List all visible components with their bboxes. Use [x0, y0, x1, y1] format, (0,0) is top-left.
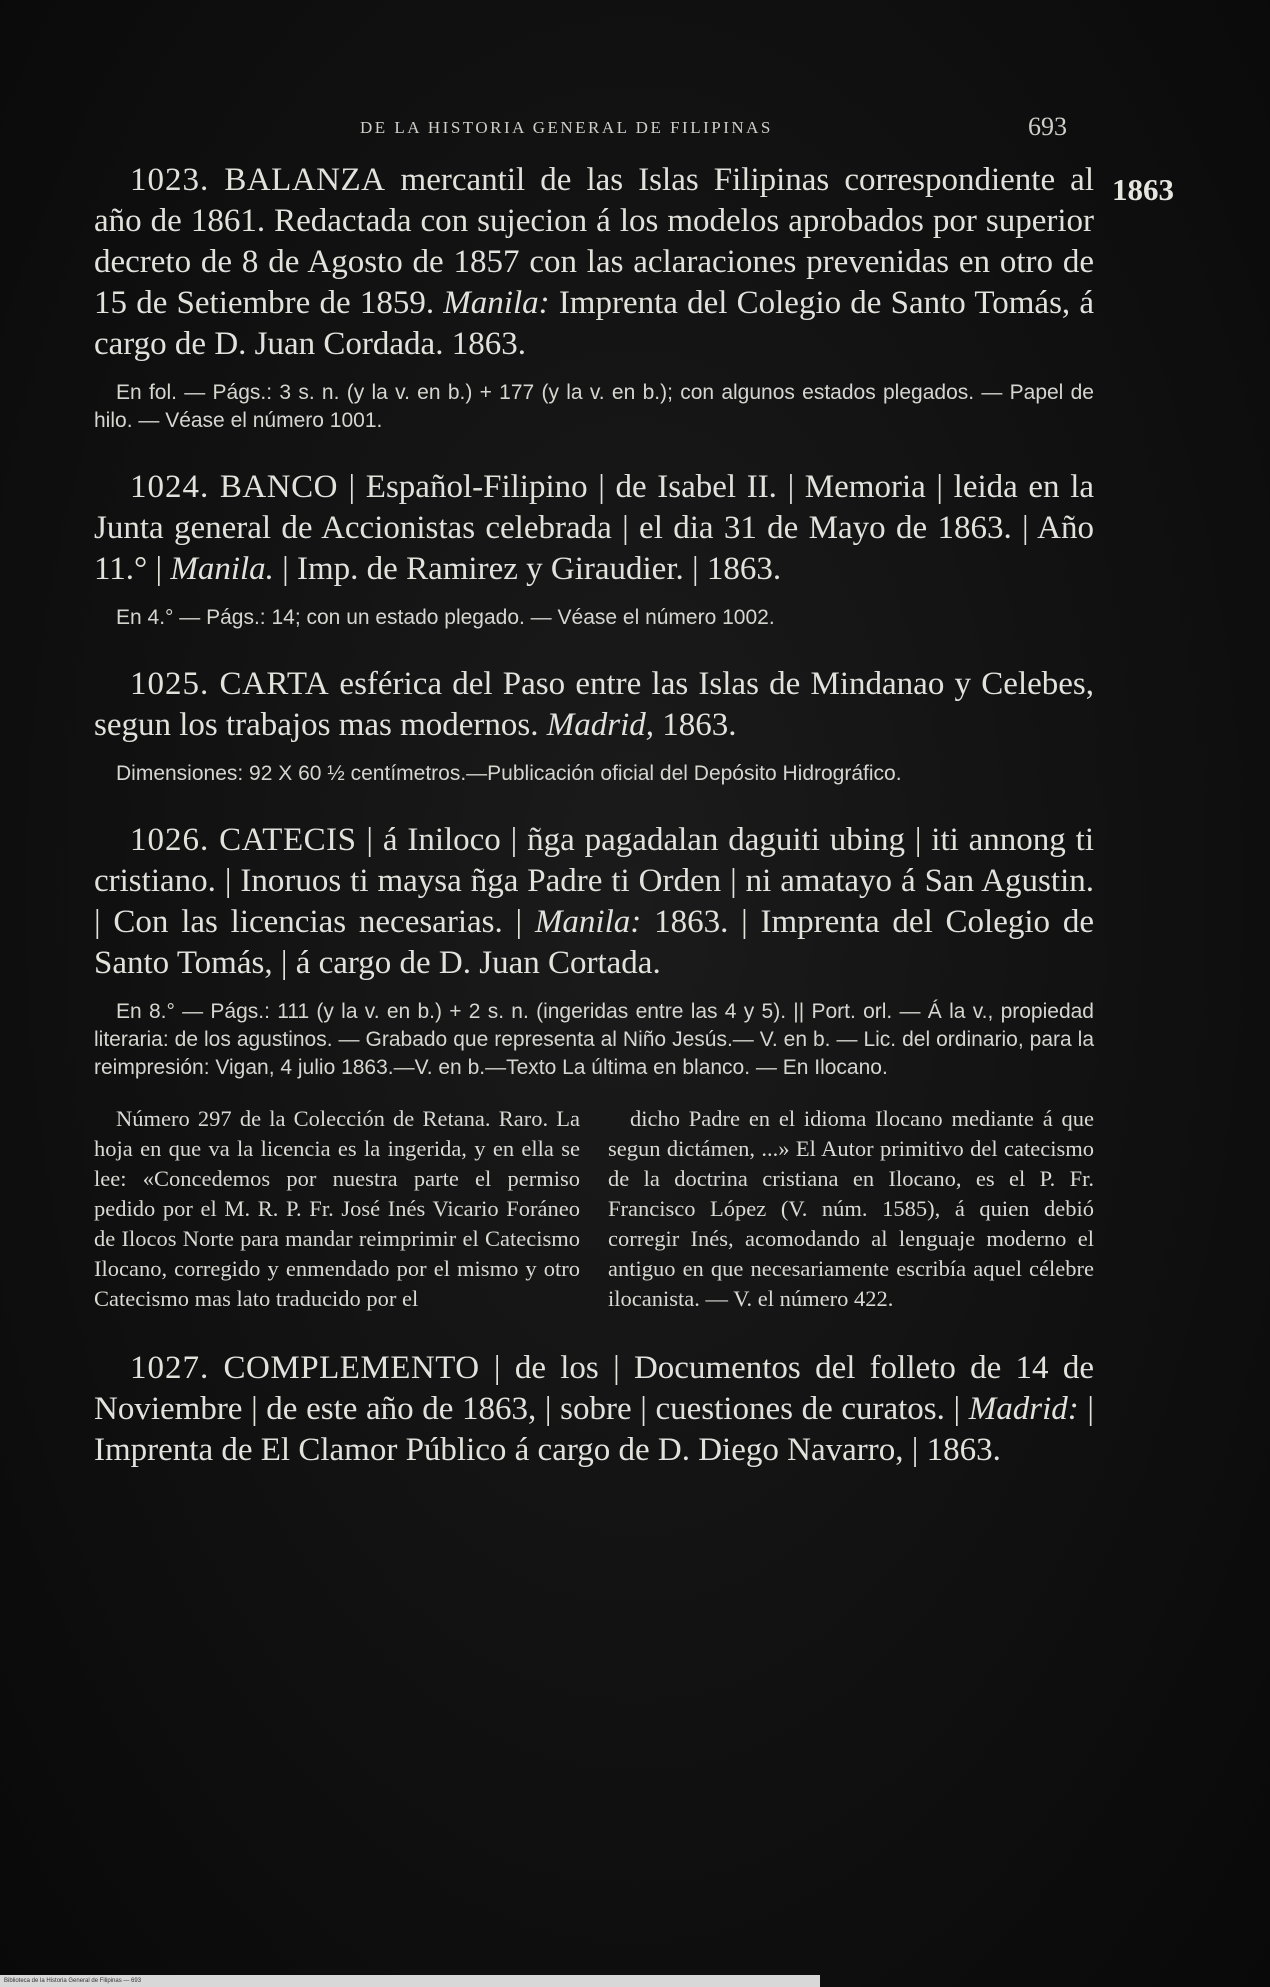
text-column — [94, 160, 1094, 1471]
entry-tail: | Imprenta de El Clamor Público á cargo de D. Diego Navarro, | 1863. — [94, 1391, 1094, 1468]
entry-number: 1023. — [130, 162, 210, 198]
entry-tail: | Imp. de Ramirez y Giraudier. | 1863. — [273, 551, 782, 587]
entry-body: | de los | Documentos del folleto de 14 de Noviembre | de este año de 1863, | sobre | cuestiones de curatos. | — [94, 1350, 1094, 1427]
entry-number: 1025. — [130, 666, 210, 702]
entry-place: Manila: — [534, 904, 642, 940]
entry-place: Manila: — [443, 285, 550, 321]
scan-footer-strip: Biblioteca de la Historia General de Filipinas — 693 — [0, 1975, 820, 1987]
entry-heading: CATECIS — [219, 822, 357, 858]
entry-body: | Español-Filipino | de Isabel II. | Memoria | leida en la Junta general de Accionistas celebrada | el dia 31 de Mayo de 1863. | Año 11.° | — [94, 469, 1095, 587]
entry-main-text — [94, 160, 1094, 365]
entry-place: Madrid: — [968, 1391, 1079, 1427]
margin-year: 1863 — [1112, 172, 1174, 207]
entry-number: 1027. — [130, 1350, 210, 1386]
entry-main-text — [94, 820, 1094, 984]
commentary-left: Número 297 de la Colección de Retana. Raro. La hoja en que va la licencia es la ingerida, y en ella se lee: «Concedemos por nuestra parte el permiso pedido por el M. R. P. Fr. José Inés Vicario Foráneo de Ilocos Norte para mandar reimprimir el Catecismo Ilocano, corregido y enmendado por el mismo y otro Catecismo mas lato traducido por el — [94, 1106, 580, 1311]
entry-body: | á Iniloco | ñga pagadalan daguiti ubing | iti annong ti cristiano. | Inoruos ti maysa ñga Padre ti Orden | ni amatayo á San Agustin. | Con las licencias necesarias. | — [94, 822, 1095, 940]
entry-number: 1026. — [130, 822, 210, 858]
running-header: DE LA HISTORIA GENERAL DE FILIPINAS — [360, 118, 773, 137]
entry-note: En 8.° — Págs.: 111 (y la v. en b.) + 2 s. n. (ingeridas entre las 4 y 5). || Port. orl. — Á la v., propiedad literaria: de los agustinos. — Grabado que representa al Niño Jesús.— V. en b. — Lic. del ordinario, para la reimpresión: Vigan, 4 julio 1863.—V. en b.—Texto La última en blanco. — En Ilocano. — [94, 1000, 1094, 1079]
commentary-columns — [94, 1104, 1094, 1314]
entry-note: En fol. — Págs.: 3 s. n. (y la v. en b.) + 177 (y la v. en b.); con algunos estados plegados. — Papel de hilo. — Véase el número 1001. — [94, 381, 1094, 432]
entry-place: Manila. — [170, 551, 274, 587]
page-number: 693 — [1028, 112, 1067, 141]
entry-heading: BANCO — [219, 469, 338, 505]
entry-main-text — [94, 664, 1094, 746]
entry-1024 — [94, 467, 1094, 632]
entry-place: Madrid, — [546, 707, 655, 743]
entry-tail: Imprenta del Colegio de Santo Tomás, á cargo de D. Juan Cordada. 1863. — [94, 285, 1095, 362]
entry-body: mercantil de las Islas Filipinas correspondiente al año de 1861. Redactada con sujecion á los modelos aprobados por superior decreto de 8 de Agosto de 1857 con las aclaraciones prevenidas en otro de 15 de Setiembre de 1859. — [94, 162, 1094, 321]
entry-tail: 1863. | Imprenta del Colegio de Santo Tomás, | á cargo de D. Juan Cortada. — [94, 904, 1094, 981]
entry-note: En 4.° — Págs.: 14; con un estado plegado. — Véase el número 1002. — [116, 606, 775, 629]
entry-1026 — [94, 820, 1094, 1314]
commentary-right: dicho Padre en el idioma Ilocano mediante á que segun dictámen, ...» El Autor primitivo del catecismo de la doctrina cristiana en Ilocano, es el P. Fr. Francisco López (V. núm. 1585), á quien debió corregir Inés, acomodando al lenguaje moderno el antiguo en que necesariamente escribía aquel célebre ilocanista. — V. el número 422. — [608, 1106, 1094, 1311]
entry-1025 — [94, 664, 1094, 788]
entry-note: Dimensiones: 92 X 60 ½ centímetros.—Publicación oficial del Depósito Hidrográfico. — [116, 762, 902, 785]
entry-1027 — [94, 1348, 1094, 1471]
entry-main-text — [94, 467, 1094, 590]
entry-tail: 1863. — [654, 707, 737, 743]
entry-heading: CARTA — [219, 666, 330, 702]
entry-body: esférica del Paso entre las Islas de Mindanao y Celebes, segun los trabajos mas modernos. — [94, 666, 1095, 743]
entry-main-text — [94, 1348, 1094, 1471]
entry-heading: BALANZA — [224, 162, 386, 198]
entry-number: 1024. — [130, 469, 210, 505]
entry-1023 — [94, 160, 1094, 435]
entry-heading: COMPLEMENTO — [223, 1350, 480, 1386]
